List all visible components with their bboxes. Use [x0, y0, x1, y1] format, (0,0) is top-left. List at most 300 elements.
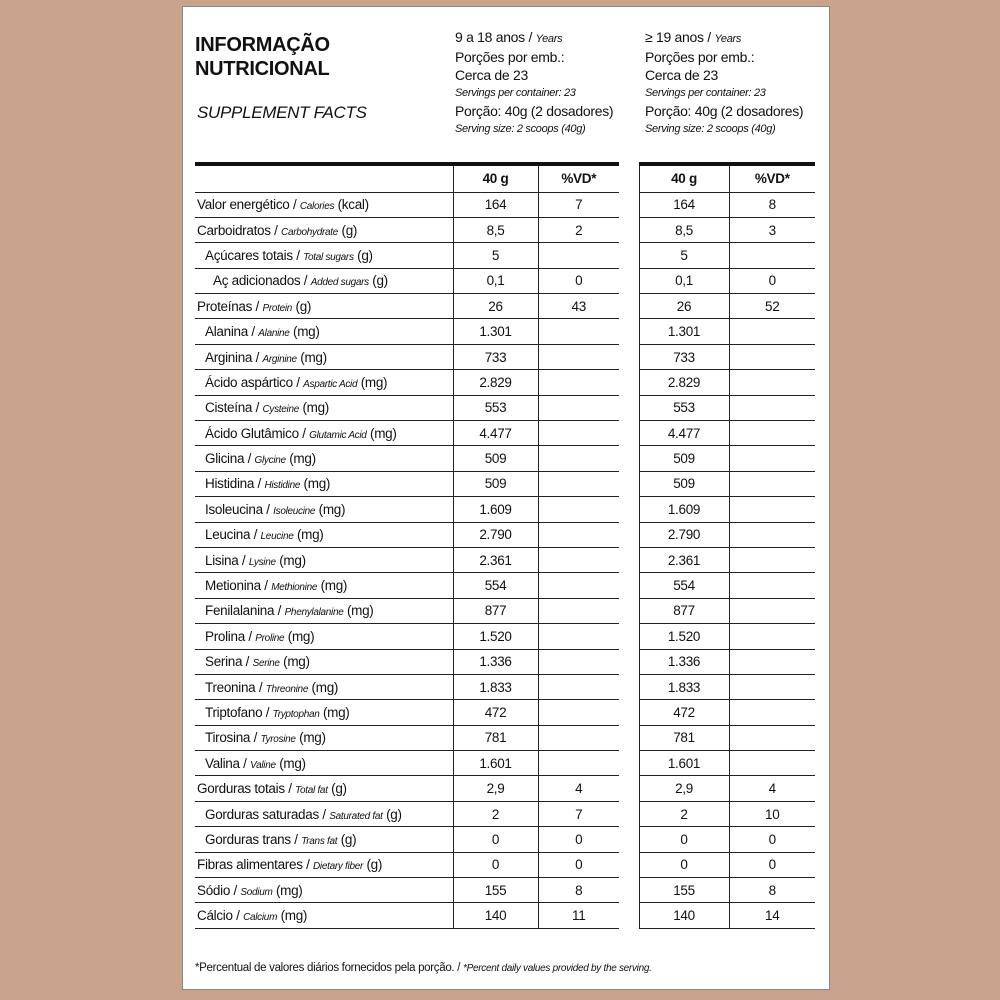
- nutrient-unit: (mg): [370, 425, 397, 441]
- amount-19-plus: 2,9: [639, 776, 729, 801]
- nutrient-unit: (g): [340, 831, 357, 847]
- dv-9-18: 43: [538, 294, 619, 319]
- amount-19-plus: 0: [639, 852, 729, 877]
- table-row: [195, 344, 815, 369]
- column-gap: [619, 751, 639, 776]
- amount-9-18: 0,1: [453, 268, 538, 293]
- table-row: [195, 700, 815, 725]
- nutrient-en: Saturated fat: [329, 810, 383, 822]
- table-row: [195, 294, 815, 319]
- column-gap: [619, 878, 639, 903]
- nutrient-unit: (mg): [318, 501, 346, 517]
- nutrient-pt: Valina /: [205, 755, 247, 771]
- amount-9-18: 8,5: [453, 217, 538, 242]
- column-gap: [619, 573, 639, 598]
- header-dv: %VD*: [538, 164, 619, 192]
- nutrient-unit: (g): [386, 806, 402, 822]
- serving-size-en: Serving size: 2 scoops (40g): [455, 123, 586, 135]
- nutrient-pt: Tirosina /: [205, 730, 258, 746]
- table-row: [195, 751, 815, 776]
- amount-9-18: 155: [453, 878, 538, 903]
- nutrition-table: [195, 162, 815, 929]
- nutrient-unit: (mg): [289, 451, 316, 467]
- column-gap: [619, 268, 639, 293]
- nutrient-en: Phenylalanine: [284, 607, 344, 619]
- dv-9-18: 7: [538, 192, 619, 217]
- amount-9-18: 2,9: [453, 776, 538, 801]
- footnote: [195, 962, 652, 974]
- serving-info-9-18: [455, 28, 640, 138]
- dv-9-18: [538, 421, 619, 446]
- nutrient-pt: Serina /: [205, 654, 250, 670]
- nutrient-pt: Isoleucina /: [205, 501, 270, 517]
- nutrient-pt: Histidina /: [205, 476, 261, 492]
- dv-19-plus: [729, 649, 815, 674]
- column-gap: [619, 497, 639, 522]
- nutrient-name: [195, 522, 453, 547]
- amount-9-18: 4.477: [453, 421, 538, 446]
- nutrient-en: Proline: [255, 632, 285, 644]
- dv-19-plus: [729, 421, 815, 446]
- table-row: [195, 268, 815, 293]
- amount-19-plus: 554: [639, 573, 729, 598]
- column-gap: [619, 217, 639, 242]
- amount-9-18: 472: [453, 700, 538, 725]
- column-gap: [619, 344, 639, 369]
- table-row: [195, 319, 815, 344]
- nutrient-pt: Arginina /: [205, 349, 260, 365]
- amount-9-18: 1.601: [453, 751, 538, 776]
- nutrient-name: [195, 446, 453, 471]
- amount-19-plus: 140: [639, 903, 729, 928]
- header-amount: 40 g: [639, 164, 729, 192]
- dv-9-18: 0: [538, 268, 619, 293]
- nutrient-name: [195, 852, 453, 877]
- serving-size-en: Serving size: 2 scoops (40g): [645, 123, 776, 135]
- nutrient-en: Isoleucine: [273, 505, 316, 517]
- column-gap: [619, 674, 639, 699]
- nutrient-unit: (mg): [300, 349, 327, 365]
- column-gap: [619, 421, 639, 446]
- table-row: [195, 573, 815, 598]
- nutrient-en: Added sugars: [310, 277, 369, 289]
- portions-value: Cerca de 23: [455, 67, 528, 83]
- nutrient-name: [195, 573, 453, 598]
- table-row: [195, 903, 815, 928]
- nutrient-unit: (mg): [360, 374, 388, 390]
- dv-19-plus: [729, 471, 815, 496]
- nutrient-pt: Gorduras totais /: [197, 781, 292, 797]
- dv-19-plus: 4: [729, 776, 815, 801]
- table-row: [195, 827, 815, 852]
- nutrition-facts-panel: [182, 6, 830, 990]
- column-gap: [619, 471, 639, 496]
- table-row: [195, 446, 815, 471]
- nutrient-pt: Leucina /: [205, 527, 258, 543]
- nutrient-unit: (mg): [293, 324, 320, 340]
- column-gap: [619, 776, 639, 801]
- amount-19-plus: 2.361: [639, 547, 729, 572]
- table-row: [195, 421, 815, 446]
- nutrient-en: Leucine: [260, 531, 294, 543]
- dv-9-18: 2: [538, 217, 619, 242]
- dv-9-18: 7: [538, 801, 619, 826]
- nutrient-unit: (mg): [283, 654, 310, 670]
- amount-19-plus: 2.790: [639, 522, 729, 547]
- table-row: [195, 598, 815, 623]
- amount-9-18: 164: [453, 192, 538, 217]
- nutrient-en: Serine: [252, 658, 280, 670]
- nutrient-name: [195, 674, 453, 699]
- dv-19-plus: [729, 598, 815, 623]
- dv-19-plus: 0: [729, 852, 815, 877]
- column-gap: [619, 700, 639, 725]
- nutrient-name: [195, 649, 453, 674]
- amount-9-18: 2.829: [453, 370, 538, 395]
- servings-en: Servings per container: 23: [455, 87, 576, 99]
- nutrient-pt: Açúcares totais /: [205, 247, 300, 263]
- amount-9-18: 553: [453, 395, 538, 420]
- nutrient-pt: Sódio /: [197, 882, 237, 898]
- amount-19-plus: 877: [639, 598, 729, 623]
- amount-9-18: 26: [453, 294, 538, 319]
- age-en: Years: [714, 33, 742, 45]
- nutrient-pt: Prolina /: [205, 628, 252, 644]
- nutrient-pt: Ácido Glutâmico /: [205, 425, 306, 441]
- nutrient-en: Dietary fiber: [313, 861, 364, 873]
- column-gap: [619, 649, 639, 674]
- amount-9-18: 2: [453, 801, 538, 826]
- footnote-pt: *Percentual de valores diários fornecidos pela porção. /: [195, 962, 461, 974]
- nutrient-pt: Proteínas /: [197, 298, 259, 314]
- column-gap: [619, 624, 639, 649]
- title-portuguese: [195, 33, 330, 81]
- nutrient-unit: (g): [372, 273, 388, 289]
- table-row: [195, 497, 815, 522]
- dv-19-plus: [729, 446, 815, 471]
- nutrient-pt: Lisina /: [205, 552, 246, 568]
- amount-19-plus: 5: [639, 243, 729, 268]
- amount-19-plus: 164: [639, 192, 729, 217]
- table-row: [195, 725, 815, 750]
- table-row: [195, 243, 815, 268]
- nutrient-pt: Alanina /: [205, 324, 255, 340]
- amount-19-plus: 2.829: [639, 370, 729, 395]
- nutrient-unit: (g): [295, 298, 312, 314]
- table-row: [195, 547, 815, 572]
- column-gap: [619, 522, 639, 547]
- dv-9-18: 4: [538, 776, 619, 801]
- dv-9-18: [538, 497, 619, 522]
- nutrient-unit: (kcal): [337, 197, 369, 213]
- dv-9-18: [538, 243, 619, 268]
- nutrient-en: Protein: [262, 302, 293, 314]
- table-row: [195, 649, 815, 674]
- amount-19-plus: 509: [639, 471, 729, 496]
- dv-9-18: [538, 674, 619, 699]
- column-gap: [619, 801, 639, 826]
- amount-9-18: 2.361: [453, 547, 538, 572]
- nutrient-en: Calcium: [243, 912, 278, 924]
- table-header-row: [195, 164, 815, 192]
- table-row: [195, 471, 815, 496]
- amount-19-plus: 1.336: [639, 649, 729, 674]
- nutrient-name: [195, 776, 453, 801]
- amount-9-18: 1.336: [453, 649, 538, 674]
- nutrient-en: Histidine: [264, 480, 301, 492]
- dv-9-18: [538, 522, 619, 547]
- amount-19-plus: 1.601: [639, 751, 729, 776]
- dv-19-plus: [729, 319, 815, 344]
- table-row: [195, 395, 815, 420]
- column-gap: [619, 319, 639, 344]
- dv-19-plus: [729, 674, 815, 699]
- column-gap: [619, 446, 639, 471]
- age-range: 9 a 18 anos /: [455, 29, 533, 45]
- amount-19-plus: 781: [639, 725, 729, 750]
- amount-19-plus: 1.301: [639, 319, 729, 344]
- header-amount: 40 g: [453, 164, 538, 192]
- dv-9-18: 8: [538, 878, 619, 903]
- dv-9-18: [538, 751, 619, 776]
- column-gap: [619, 903, 639, 928]
- nutrient-name: [195, 700, 453, 725]
- column-gap: [619, 164, 639, 192]
- dv-19-plus: [729, 547, 815, 572]
- nutrient-unit: (mg): [279, 755, 306, 771]
- nutrient-en: Aspartic Acid: [303, 378, 358, 390]
- nutrient-name: [195, 243, 453, 268]
- nutrient-pt: Fenilalanina /: [205, 603, 282, 619]
- nutrient-pt: Carboidratos /: [197, 222, 278, 238]
- dv-19-plus: [729, 395, 815, 420]
- nutrient-en: Threonine: [265, 683, 309, 695]
- nutrient-unit: (mg): [287, 628, 315, 644]
- nutrient-en: Total fat: [295, 785, 328, 797]
- footnote-en: *Percent daily values provided by the serving.: [463, 963, 652, 974]
- amount-9-18: 0: [453, 827, 538, 852]
- amount-19-plus: 155: [639, 878, 729, 903]
- dv-19-plus: [729, 624, 815, 649]
- dv-9-18: 11: [538, 903, 619, 928]
- dv-9-18: [538, 319, 619, 344]
- nutrient-unit: (g): [366, 857, 383, 873]
- column-gap: [619, 827, 639, 852]
- nutrient-name: [195, 319, 453, 344]
- nutrient-en: Calories: [299, 201, 335, 213]
- amount-19-plus: 2: [639, 801, 729, 826]
- table-row: [195, 801, 815, 826]
- title-english: SUPPLEMENT FACTS: [197, 103, 367, 122]
- nutrient-name: [195, 268, 453, 293]
- title-line-2: NUTRICIONAL: [195, 58, 330, 80]
- amount-9-18: 5: [453, 243, 538, 268]
- amount-19-plus: 553: [639, 395, 729, 420]
- nutrient-en: Sodium: [240, 886, 273, 898]
- nutrient-name: [195, 827, 453, 852]
- nutrient-unit: (mg): [299, 730, 326, 746]
- nutrient-name: [195, 471, 453, 496]
- dv-9-18: [538, 624, 619, 649]
- nutrient-en: Alanine: [258, 328, 290, 340]
- dv-19-plus: [729, 751, 815, 776]
- dv-19-plus: 52: [729, 294, 815, 319]
- nutrient-pt: Aç adicionados /: [213, 273, 308, 289]
- nutrient-pt: Cálcio /: [197, 908, 240, 924]
- amount-9-18: 509: [453, 446, 538, 471]
- amount-9-18: 1.520: [453, 624, 538, 649]
- nutrient-unit: (mg): [322, 705, 350, 720]
- nutrient-unit: (mg): [279, 552, 306, 568]
- amount-19-plus: 733: [639, 344, 729, 369]
- nutrient-name: [195, 395, 453, 420]
- dv-9-18: [538, 446, 619, 471]
- nutrient-pt: Fibras alimentares /: [197, 857, 310, 873]
- nutrient-name: [195, 725, 453, 750]
- table-row: [195, 624, 815, 649]
- dv-9-18: [538, 395, 619, 420]
- amount-19-plus: 0: [639, 827, 729, 852]
- portions-label: Porções por emb.:: [455, 49, 565, 65]
- nutrient-pt: Metionina /: [205, 578, 268, 594]
- nutrient-unit: (mg): [346, 603, 374, 619]
- dv-9-18: [538, 700, 619, 725]
- column-gap: [619, 192, 639, 217]
- header-dv: %VD*: [729, 164, 815, 192]
- servings-en: Servings per container: 23: [645, 87, 766, 99]
- nutrient-name: [195, 217, 453, 242]
- amount-9-18: 1.833: [453, 674, 538, 699]
- nutrient-name: [195, 598, 453, 623]
- nutrient-pt: Treonina /: [205, 679, 263, 695]
- amount-9-18: 1.609: [453, 497, 538, 522]
- amount-19-plus: 1.609: [639, 497, 729, 522]
- dv-19-plus: 0: [729, 827, 815, 852]
- amount-9-18: 1.301: [453, 319, 538, 344]
- nutrient-unit: (mg): [320, 578, 348, 594]
- nutrient-pt: Glicina /: [205, 451, 252, 467]
- portions-value: Cerca de 23: [645, 67, 718, 83]
- nutrient-en: Carbohydrate: [281, 226, 339, 238]
- amount-19-plus: 472: [639, 700, 729, 725]
- table-row: [195, 522, 815, 547]
- amount-19-plus: 0,1: [639, 268, 729, 293]
- column-gap: [619, 547, 639, 572]
- dv-9-18: [538, 649, 619, 674]
- nutrient-name: [195, 903, 453, 928]
- dv-9-18: [538, 370, 619, 395]
- title-line-1: INFORMAÇÃO: [195, 34, 330, 56]
- amount-9-18: 140: [453, 903, 538, 928]
- amount-9-18: 2.790: [453, 522, 538, 547]
- age-range: ≥ 19 anos /: [645, 29, 711, 45]
- dv-19-plus: [729, 497, 815, 522]
- nutrient-name: [195, 547, 453, 572]
- amount-19-plus: 8,5: [639, 217, 729, 242]
- amount-19-plus: 509: [639, 446, 729, 471]
- nutrient-pt: Gorduras saturadas /: [205, 806, 326, 822]
- nutrient-pt: Valor energético /: [197, 197, 297, 213]
- header-empty: [195, 164, 453, 192]
- nutrient-unit: (g): [341, 222, 358, 238]
- serving-info-19-plus: [645, 28, 830, 138]
- table-row: [195, 192, 815, 217]
- nutrient-en: Lysine: [248, 556, 276, 568]
- age-en: Years: [535, 33, 563, 45]
- dv-19-plus: [729, 243, 815, 268]
- dv-9-18: [538, 725, 619, 750]
- column-gap: [619, 725, 639, 750]
- amount-19-plus: 4.477: [639, 421, 729, 446]
- nutrient-unit: (mg): [280, 908, 308, 924]
- amount-9-18: 781: [453, 725, 538, 750]
- nutrient-en: Cysteine: [262, 404, 299, 416]
- amount-19-plus: 1.520: [639, 624, 729, 649]
- dv-9-18: [538, 344, 619, 369]
- nutrient-unit: (mg): [275, 882, 303, 898]
- nutrient-name: [195, 751, 453, 776]
- dv-19-plus: 0: [729, 268, 815, 293]
- dv-19-plus: [729, 573, 815, 598]
- nutrient-en: Trans fat: [301, 835, 338, 847]
- nutrient-en: Glycine: [254, 455, 286, 467]
- nutrient-name: [195, 294, 453, 319]
- amount-9-18: 877: [453, 598, 538, 623]
- column-gap: [619, 294, 639, 319]
- nutrient-unit: (mg): [296, 527, 324, 543]
- portions-label: Porções por emb.:: [645, 49, 755, 65]
- nutrient-unit: (mg): [303, 476, 331, 492]
- nutrient-pt: Gorduras trans /: [205, 831, 298, 847]
- dv-19-plus: 8: [729, 878, 815, 903]
- nutrient-name: [195, 192, 453, 217]
- table-row: [195, 674, 815, 699]
- nutrient-unit: (g): [357, 247, 373, 263]
- dv-19-plus: 3: [729, 217, 815, 242]
- nutrient-en: Methionine: [271, 582, 318, 594]
- table-row: [195, 852, 815, 877]
- nutrient-en: Tyrosine: [260, 734, 296, 746]
- column-gap: [619, 370, 639, 395]
- dv-19-plus: [729, 344, 815, 369]
- dv-19-plus: [729, 370, 815, 395]
- dv-19-plus: 14: [729, 903, 815, 928]
- dv-19-plus: 10: [729, 801, 815, 826]
- dv-9-18: 0: [538, 852, 619, 877]
- amount-9-18: 0: [453, 852, 538, 877]
- column-gap: [619, 598, 639, 623]
- nutrient-en: Valine: [250, 759, 276, 771]
- dv-9-18: [538, 598, 619, 623]
- dv-19-plus: 8: [729, 192, 815, 217]
- column-gap: [619, 243, 639, 268]
- column-gap: [619, 852, 639, 877]
- table-row: [195, 217, 815, 242]
- amount-19-plus: 1.833: [639, 674, 729, 699]
- amount-9-18: 509: [453, 471, 538, 496]
- table-row: [195, 878, 815, 903]
- amount-19-plus: 26: [639, 294, 729, 319]
- dv-9-18: [538, 547, 619, 572]
- nutrient-pt: Triptofano /: [205, 705, 270, 720]
- label-header: [183, 7, 829, 167]
- table-row: [195, 370, 815, 395]
- nutrient-name: [195, 344, 453, 369]
- dv-9-18: [538, 573, 619, 598]
- nutrient-unit: (mg): [302, 400, 329, 416]
- nutrient-name: [195, 801, 453, 826]
- amount-9-18: 554: [453, 573, 538, 598]
